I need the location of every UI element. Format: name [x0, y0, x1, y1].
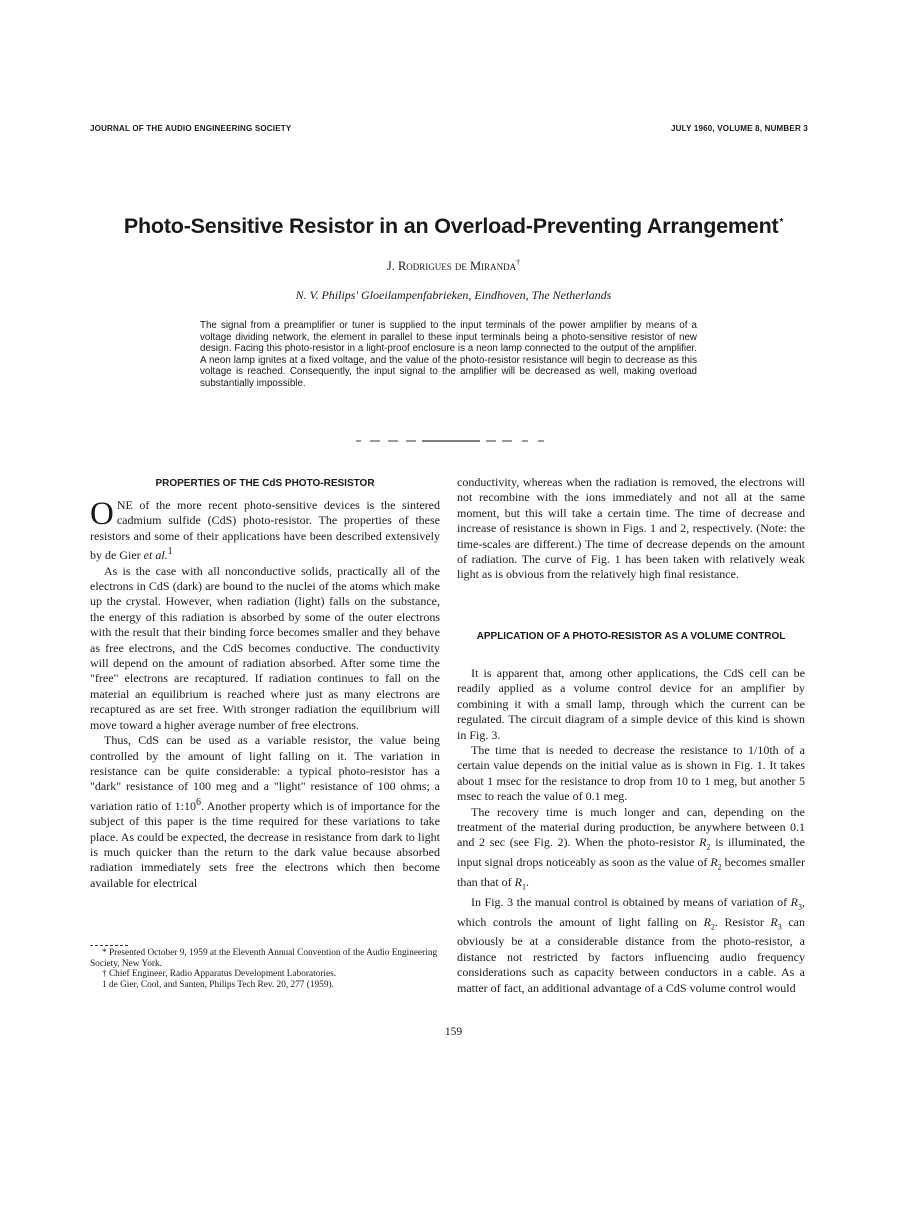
- paragraph: [90, 498, 440, 564]
- symbol: R: [514, 875, 522, 890]
- paragraph-text: Thus, CdS can be used as a variable resistor, the value being controlled by the amount of light falling on it. The variation in resistance can be quite considerable: a typical photo-resistor has a "dark" resistance of 100 meg and a "light" resistance of 100 ohms; a variation ratio of 1:10: [90, 733, 440, 813]
- right-column: [457, 475, 805, 583]
- lead-word: NE: [116, 498, 133, 512]
- left-column: [90, 498, 440, 891]
- paragraph-text: . Resistor: [714, 914, 771, 929]
- subscript: 3: [777, 922, 782, 932]
- subscript: 2: [717, 862, 722, 872]
- section-heading-application: APPLICATION OF A PHOTO-RESISTOR AS A VOLUME CONTROL: [476, 631, 786, 642]
- paragraph: [90, 733, 440, 891]
- abstract: The signal from a preamplifier or tuner is supplied to the input terminals of the power amplifier by means of a voltage dividing network, the element in parallel to these input terminals being a photo-sensitive resistor of new design. Facing this photo-resistor in a light-proof enclosure is a neon lamp connected to the output of the amplifier. A neon lamp ignites at a fixed voltage, and the value of the photo-resistor resistance will begin to decrease as this voltage is reached. Consequently, the input signal to the amplifier will be decreased as well, making overload substantially impossible.: [200, 320, 697, 389]
- reference-mark: 1: [167, 546, 173, 558]
- article-title: [0, 214, 907, 239]
- paragraph-text: , which controls the amount of light falling on: [457, 894, 805, 929]
- paragraph-text: can obviously be at a considerable distance from the photo-resistor, a distance not restricted by factors influencing audio frequency considerations such as capacity between conductors in a cable. As a matter of fact, an additional advantage of a CdS volume control would: [457, 914, 805, 995]
- paragraph-text: is illuminated, the input signal drops noticeably as soon as the value of: [457, 835, 805, 870]
- author-footnote-mark: †: [516, 258, 521, 267]
- affiliation: N. V. Philips' Gloeilampenfabrieken, Eindhoven, The Netherlands: [295, 288, 612, 302]
- right-column-section2: [457, 666, 805, 996]
- paragraph: [457, 895, 805, 996]
- punctuation: .: [526, 875, 529, 890]
- drop-cap: O: [90, 496, 114, 532]
- page-number: 159: [444, 1026, 463, 1038]
- symbol: R: [703, 914, 711, 929]
- footnotes: [90, 948, 440, 990]
- journal-running-head: JOURNAL OF THE AUDIO ENGINEERING SOCIETY: [90, 124, 292, 133]
- paragraph: It is apparent that, among other applications, the CdS cell can be readily applied as a volume control device for an amplifier by combining it with a small lamp, through which the current can be regulated. The circuit diagram of a simple device of this kind is shown in Fig. 3.: [457, 666, 805, 742]
- symbol: R: [770, 914, 778, 929]
- footnote: 1 de Gier, Cool, and Santen, Philips Tech Rev. 20, 277 (1959).: [102, 979, 334, 990]
- author-line: [0, 258, 907, 274]
- subscript: 1: [522, 882, 526, 892]
- issue-running-head: JULY 1960, VOLUME 8, NUMBER 3: [671, 124, 808, 133]
- author-name: J. Rodrigues de Miranda: [386, 259, 517, 274]
- symbol: R: [710, 855, 718, 870]
- symbol: R: [790, 894, 798, 909]
- paragraph-text: The recovery time is much longer and can, depending on the treatment of the material during production, be anywhere between 0.1 and 2 sec (see Fig. 2). When the photo-resistor: [457, 804, 805, 850]
- title-footnote-mark: *: [779, 216, 784, 228]
- subscript: 2: [710, 922, 715, 932]
- footnote-rule: [90, 945, 128, 946]
- section-divider: [356, 436, 546, 446]
- paragraph-text: of the more recent photo-sensitive devices is the sintered cadmium sulfide (CdS) photo-resistor. The properties of these resistors and some of their applications have been described extensively by de Gier: [90, 498, 440, 563]
- title-text: Photo-Sensitive Resistor in an Overload-Preventing Arrangement: [123, 214, 779, 238]
- symbol: R: [699, 835, 707, 850]
- footnote: † Chief Engineer, Radio Apparatus Development Laboratories.: [102, 969, 337, 979]
- paragraph-text: In Fig. 3 the manual control is obtained by means of variation of: [471, 894, 791, 909]
- footnote: * Presented October 9, 1959 at the Eleventh Annual Convention of the Audio Engineering Society, New York.: [90, 948, 438, 969]
- paragraph: The time that is needed to decrease the resistance to 1/10th of a certain value depends on the initial value as is shown in Fig. 1. It takes about 1 msec for the resistance to drop from 10 to 1 meg, but another 5 msec to reach the value of 0.1 meg.: [457, 743, 805, 804]
- paragraph: [457, 805, 805, 895]
- section-heading-properties: PROPERTIES OF THE CdS PHOTO-RESISTOR: [155, 478, 375, 489]
- subscript: 2: [706, 842, 711, 852]
- paragraph-text: becomes smaller than that of: [457, 855, 805, 890]
- paragraph: As is the case with all nonconductive solids, practically all of the electrons in CdS (dark) are bound to the nuclei of the atoms which make up the crystal. However, when radiation (light) falls on the substance, the energy of this radiation is absorbed by some of the outer electrons with the result that their binding force becomes smaller and they behave as free electrons, and the CdS becomes conductive. The conductivity will depend on the amount of radiation absorbed. After some time the "free" electrons are recaptured. If radiation continues to fall on the material an equilibrium is reached where just as many electrons are recaptured as are set free. With stronger radiation the equilibrium will move toward a higher average number of free electrons.: [90, 563, 440, 732]
- subscript: 3: [798, 902, 802, 912]
- et-al: et al.: [143, 548, 168, 563]
- paragraph: conductivity, whereas when the radiation is removed, the electrons will not recombine with the ions immediately and not all at the same moment, but this will take a certain time. The time of decrease and increase of resistance is shown in Figs. 1 and 2, respectively. (Note: the time-scales are different.) The time of decrease depends on the amount of radiation. The curve of Fig. 1 has been taken with relatively weak light as is obvious from the relatively high final resistance.: [457, 475, 805, 582]
- paragraph-text: . Another property which is of importance for the subject of this paper is the time required for these variations to take place. As could be expected, the decrease in resistance from dark to light is much quicker than the return to the dark value because absorbed radiation immediately sets free the electrons which then become available for electrical: [90, 798, 440, 890]
- exponent: 6: [196, 796, 201, 808]
